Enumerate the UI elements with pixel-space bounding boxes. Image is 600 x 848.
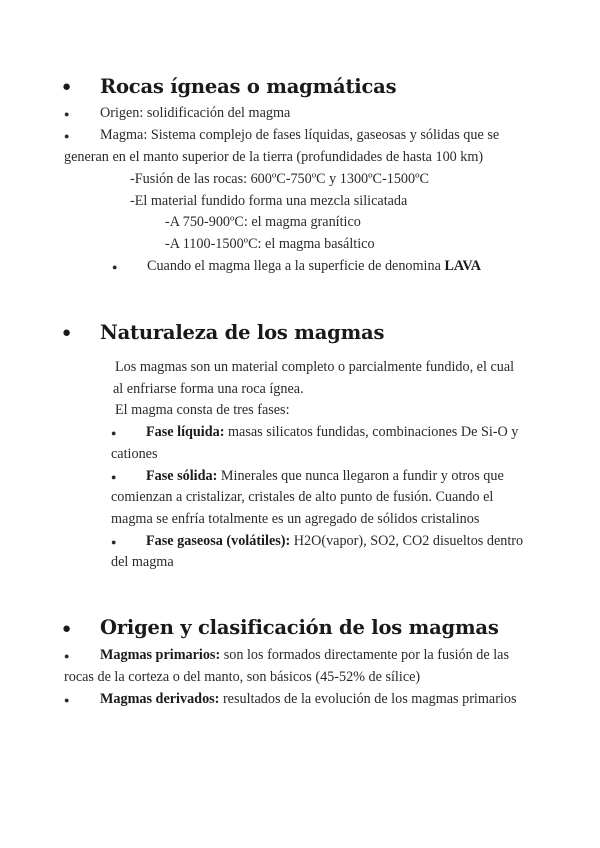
liquid-line-2: cationes	[111, 446, 158, 462]
lava-text: Cuando el magma llega a la superficie de denomina	[147, 258, 445, 274]
solid-text: Minerales que nunca llegaron a fundir y otros que	[217, 468, 504, 484]
liquid-line-1	[146, 421, 518, 443]
magma-line-1: Magma: Sistema complejo de fases líquidas, gaseosas y sólidas que se	[100, 127, 500, 143]
solid-line-1	[146, 465, 504, 487]
derived-text: resultados de la evolución de los magmas primarios	[219, 691, 517, 707]
derived-line	[100, 688, 517, 710]
primary-line-2: rocas de la corteza o del manto, son básicos (45-52% de sílice)	[64, 669, 421, 685]
bullet-icon: ●	[111, 428, 117, 438]
heading-rocas-igneas: Rocas ígneas o magmáticas	[100, 75, 397, 98]
bullet-icon: ●	[64, 109, 70, 119]
origin-line: Origen: solidificación del magma	[100, 105, 291, 121]
gas-label: Fase gaseosa (volátiles):	[146, 533, 291, 549]
bullet-icon: ●	[62, 79, 72, 95]
derived-label: Magmas derivados:	[100, 691, 220, 707]
heading-naturaleza: Naturaleza de los magmas	[100, 321, 385, 344]
granitico-line: -A 750-900ºC: el magma granítico	[165, 214, 361, 230]
liquid-label: Fase líquida:	[146, 424, 225, 440]
primary-label: Magmas primarios:	[100, 647, 221, 663]
primary-line-1	[100, 644, 509, 666]
solid-line-2: comienzan a cristalizar, cristales de alto punto de fusión. Cuando el	[111, 489, 494, 505]
solid-label: Fase sólida:	[146, 468, 218, 484]
magma-line-2: generan en el manto superior de la tierra (profundidades de hasta 100 km)	[64, 149, 484, 165]
fusion-line: -Fusión de las rocas: 600ºC-750ºC y 1300ºC-1500ºC	[130, 171, 429, 187]
bullet-icon: ●	[62, 621, 72, 637]
bullet-icon: ●	[64, 695, 70, 705]
bullet-icon: ●	[62, 325, 72, 341]
gas-text: H2O(vapor), SO2, CO2 disueltos dentro	[290, 533, 524, 549]
bullet-icon: ●	[111, 537, 117, 547]
bullet-icon: ●	[64, 131, 70, 141]
heading-origen-clasificacion: Origen y clasificación de los magmas	[100, 616, 499, 639]
gas-line-2: del magma	[111, 554, 174, 570]
intro-line-2: al enfriarse forma una roca ígnea.	[113, 381, 304, 397]
lava-bold: LAVA	[444, 258, 481, 274]
primary-text: son los formados directamente por la fusión de las	[220, 647, 509, 663]
intro-line-1: Los magmas son un material completo o parcialmente fundido, el cual	[115, 359, 515, 375]
bullet-icon: ●	[64, 651, 70, 661]
mezcla-line: -El material fundido forma una mezcla silicatada	[130, 193, 408, 209]
basaltico-line: -A 1100-1500ºC: el magma basáltico	[165, 236, 375, 252]
phases-intro: El magma consta de tres fases:	[115, 402, 290, 418]
liquid-text: masas silicatos fundidas, combinaciones De Si-O y	[224, 424, 519, 440]
gas-line-1	[146, 530, 523, 552]
lava-line	[147, 255, 481, 277]
bullet-icon: ●	[112, 262, 118, 272]
bullet-icon: ●	[111, 472, 117, 482]
solid-line-3: magma se enfría totalmente es un agregado de sólidos cristalinos	[111, 511, 480, 527]
